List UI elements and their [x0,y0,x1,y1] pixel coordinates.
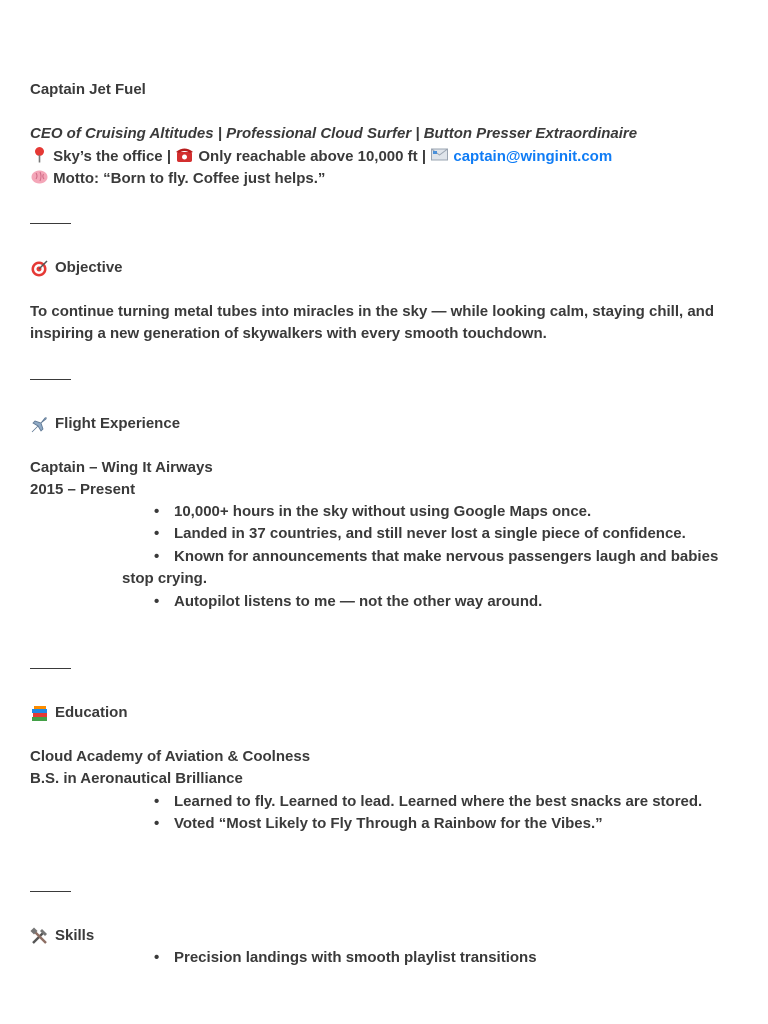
experience-dates: 2015 – Present [30,481,136,498]
skills-bullets [122,947,728,969]
education-heading-text: Education [55,704,128,721]
skills-heading [30,925,728,947]
brain-icon [30,167,49,186]
motto-line [30,167,728,190]
list-item: • Landed in 37 countries, and still never lost a single piece of confidence. [154,525,686,543]
pin-icon [30,145,49,164]
objective-heading [30,257,728,279]
divider [30,891,71,892]
objective-text: To continue turning metal tubes into miracles in the sky — while looking calm, staying chill, and inspiring a new generation of skywalkers with every smooth touchdown. [30,303,715,343]
experience-role: Captain – Wing It Airways [30,459,213,476]
education-degree: B.S. in Aeronautical Brilliance [30,770,243,787]
list-item: • Voted “Most Likely to Fly Through a Rainbow for the Vibes.” [154,815,603,833]
education-bullets [122,791,728,836]
list-item: • 10,000+ hours in the sky without using Google Maps once. [154,503,592,520]
target-icon [30,259,49,278]
list-item: • Learned to fly. Learned to lead. Learned where the best snacks are stored. [154,793,703,810]
divider [30,379,71,380]
contact-phone: Only reachable above 10,000 ft | [198,148,427,165]
education-school: Cloud Academy of Aviation & Coolness [30,748,311,765]
list-item: • Precision landings with smooth playlist transitions [154,949,537,966]
experience-bullets [122,501,728,613]
telephone-icon [175,145,194,164]
motto-text: Motto: “Born to fly. Coffee just helps.” [53,170,326,187]
tools-icon [30,927,49,946]
resume-tagline: CEO of Cruising Altitudes | Professional Cloud Surfer | Button Presser Extraordinaire [30,125,638,142]
divider [30,223,71,224]
list-item: • Autopilot listens to me — not the other way around. [154,592,543,610]
objective-heading-text: Objective [55,259,123,276]
books-icon [30,704,49,723]
education-heading [30,702,728,724]
resume-name: Captain Jet Fuel [30,81,146,98]
airplane-icon [30,415,49,434]
skills-heading-text: Skills [55,927,95,944]
experience-heading-text: Flight Experience [55,415,181,432]
divider [30,668,71,669]
envelope-icon [430,145,449,164]
contact-location: Sky’s the office | [53,148,172,165]
email-link[interactable]: captain@winginit.com [453,148,613,165]
list-item: • Known for announcements that make nervous passengers laugh and babies stop crying. [122,547,719,588]
experience-heading [30,413,728,435]
contact-line [30,145,728,168]
